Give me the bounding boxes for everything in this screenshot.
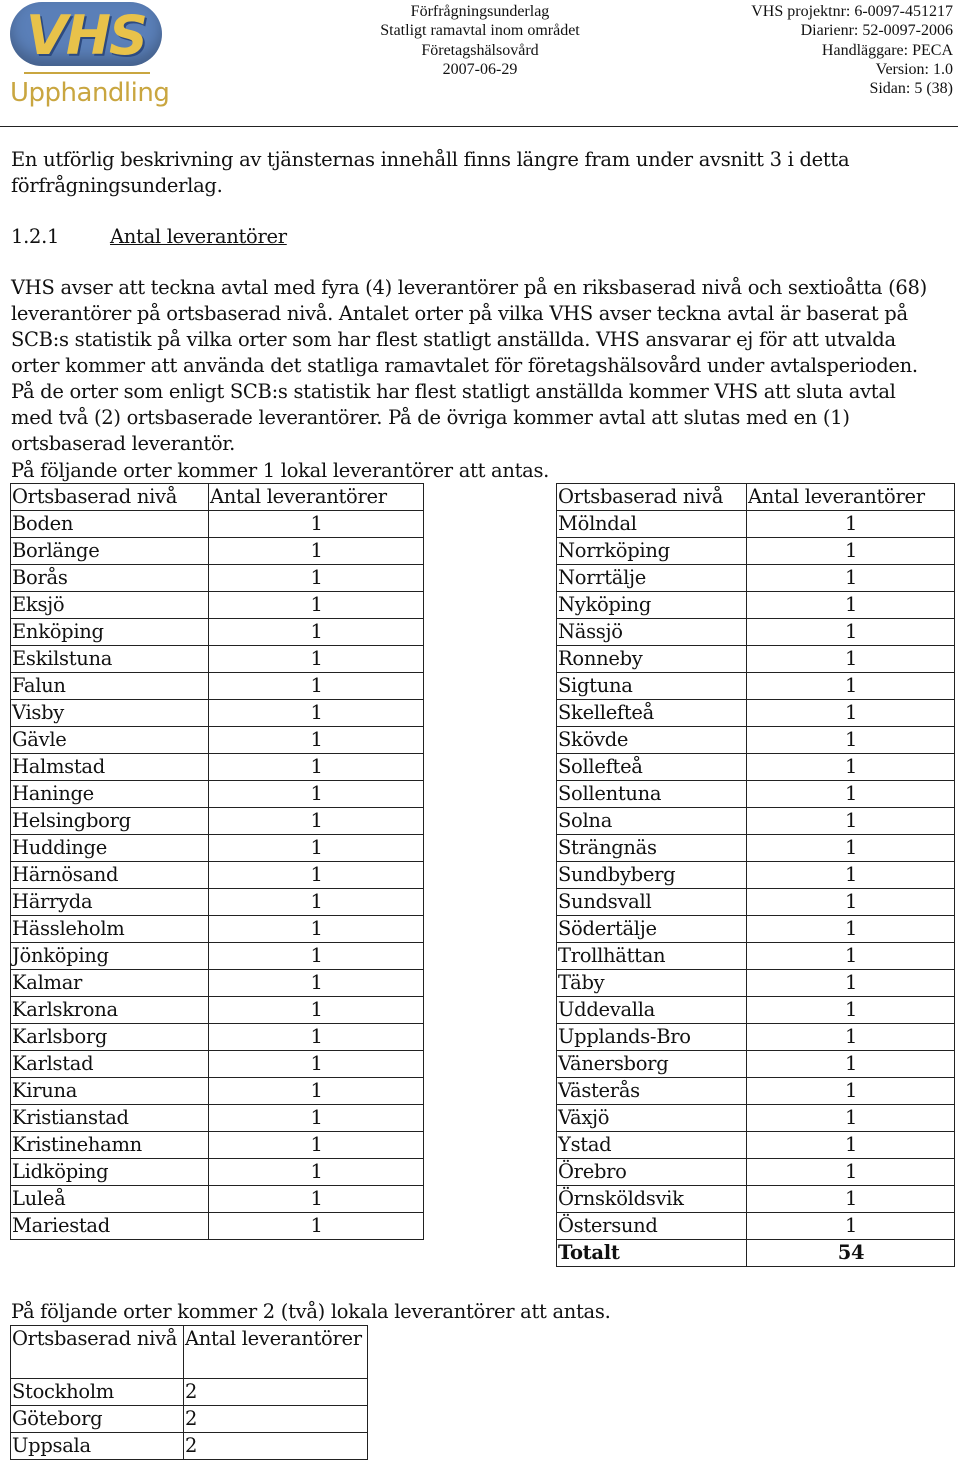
section-heading — [11, 224, 941, 250]
single-supplier-table-left — [10, 483, 424, 1240]
supplier-count-cell: 1 — [747, 808, 955, 835]
logo-subtitle: Upphandling — [10, 78, 170, 108]
supplier-count-cell: 1 — [209, 1159, 424, 1186]
table-caption-single: På följande orter kommer 1 lokal leverantörer att antas. — [11, 459, 550, 482]
supplier-count-cell: 1 — [747, 1186, 955, 1213]
logo-divider — [24, 72, 150, 74]
table-row — [557, 646, 955, 673]
table-header-row — [557, 484, 955, 511]
header-version: Version: 1.0 — [875, 60, 953, 78]
location-cell: Sundbyberg — [557, 862, 747, 889]
location-cell: Sollefteå — [557, 754, 747, 781]
total-label: Totalt — [557, 1240, 747, 1267]
supplier-count-cell: 1 — [209, 1078, 424, 1105]
location-cell: Stockholm — [11, 1379, 184, 1406]
header-divider — [0, 126, 958, 127]
table-row — [557, 700, 955, 727]
supplier-count-cell: 1 — [747, 673, 955, 700]
supplier-count-cell: 1 — [747, 619, 955, 646]
supplier-count-cell: 2 — [184, 1379, 368, 1406]
header-diary-number: Diarienr: 52-0097-2006 — [800, 22, 953, 40]
supplier-count-cell: 1 — [209, 619, 424, 646]
location-cell: Lidköping — [11, 1159, 209, 1186]
location-cell: Upplands-Bro — [557, 1024, 747, 1051]
location-cell: Jönköping — [11, 943, 209, 970]
intro-text-before: En utförlig beskrivning av tjänsternas innehåll finns längre fram under — [11, 148, 699, 171]
page-header — [0, 0, 960, 128]
supplier-count-cell: 1 — [209, 1213, 424, 1240]
section-number: 1.2.1 — [11, 225, 60, 248]
location-cell: Karlsborg — [11, 1024, 209, 1051]
supplier-count-cell: 1 — [747, 1051, 955, 1078]
table-header-row — [11, 1326, 368, 1379]
table-row — [11, 1186, 424, 1213]
location-cell: Skövde — [557, 727, 747, 754]
table-row — [11, 511, 424, 538]
location-cell: Nässjö — [557, 619, 747, 646]
table-row — [11, 1105, 424, 1132]
header-doc-type: Förfrågningsunderlag — [410, 3, 550, 20]
location-cell: Norrköping — [557, 538, 747, 565]
table-row — [11, 727, 424, 754]
table-row — [11, 943, 424, 970]
supplier-count-cell: 1 — [747, 511, 955, 538]
location-cell: Norrtälje — [557, 565, 747, 592]
intro-text-after: i detta förfrågningsunderlag. — [11, 148, 850, 197]
supplier-count-cell: 1 — [747, 916, 955, 943]
table-row — [557, 1213, 955, 1240]
location-cell: Härryda — [11, 889, 209, 916]
location-cell: Uppsala — [11, 1433, 184, 1460]
table-row — [557, 808, 955, 835]
total-row — [557, 1240, 955, 1267]
location-cell: Kiruna — [11, 1078, 209, 1105]
location-cell: Örnsköldsvik — [557, 1186, 747, 1213]
location-cell: Vänersborg — [557, 1051, 747, 1078]
location-cell: Hässleholm — [11, 916, 209, 943]
location-cell: Strängnäs — [557, 835, 747, 862]
column-header-location: Ortsbaserad nivå — [11, 484, 209, 511]
location-cell: Ystad — [557, 1132, 747, 1159]
header-doc-area: Företagshälsovård — [421, 41, 539, 59]
supplier-count-cell: 1 — [747, 538, 955, 565]
table-row — [557, 1159, 955, 1186]
table-row — [557, 1132, 955, 1159]
table-row — [557, 592, 955, 619]
column-header-location: Ortsbaserad nivå — [11, 1326, 184, 1379]
section-title: Antal leverantörer — [110, 225, 287, 248]
table-row — [11, 1078, 424, 1105]
header-page-number: Sidan: 5 (38) — [869, 80, 953, 98]
table-row — [557, 781, 955, 808]
table-row — [11, 862, 424, 889]
double-supplier-table — [10, 1325, 368, 1460]
supplier-count-cell: 1 — [209, 1186, 424, 1213]
supplier-count-cell: 1 — [747, 970, 955, 997]
location-cell: Uddevalla — [557, 997, 747, 1024]
column-header-location: Ortsbaserad nivå — [557, 484, 747, 511]
header-handler: Handläggare: PECA — [821, 41, 953, 59]
supplier-count-cell: 1 — [747, 1159, 955, 1186]
location-cell: Ronneby — [557, 646, 747, 673]
supplier-count-cell: 1 — [209, 673, 424, 700]
table-row — [11, 997, 424, 1024]
supplier-count-cell: 1 — [209, 970, 424, 997]
supplier-count-cell: 1 — [209, 808, 424, 835]
table-row — [557, 619, 955, 646]
table-row — [11, 1433, 368, 1460]
table-row — [11, 808, 424, 835]
location-cell: Karlstad — [11, 1051, 209, 1078]
supplier-count-cell: 1 — [209, 646, 424, 673]
table-row — [557, 565, 955, 592]
location-cell: Mölndal — [557, 511, 747, 538]
supplier-count-cell: 1 — [209, 754, 424, 781]
supplier-count-cell: 1 — [209, 916, 424, 943]
table-row — [557, 835, 955, 862]
table-row — [11, 1159, 424, 1186]
header-project-info — [693, 2, 953, 98]
supplier-count-cell: 1 — [209, 835, 424, 862]
supplier-count-cell: 2 — [184, 1433, 368, 1460]
supplier-count-cell: 1 — [209, 943, 424, 970]
location-cell: Sigtuna — [557, 673, 747, 700]
location-cell: Skellefteå — [557, 700, 747, 727]
table-caption-double: På följande orter kommer 2 (två) lokala leverantörer att antas. — [11, 1300, 611, 1323]
table-row — [557, 511, 955, 538]
table-row — [11, 754, 424, 781]
table-row — [557, 916, 955, 943]
table-row — [11, 916, 424, 943]
supplier-count-cell: 2 — [184, 1406, 368, 1433]
location-cell: Västerås — [557, 1078, 747, 1105]
location-cell: Helsingborg — [11, 808, 209, 835]
supplier-count-cell: 1 — [747, 781, 955, 808]
location-cell: Göteborg — [11, 1406, 184, 1433]
table-row — [11, 1406, 368, 1433]
location-cell: Kristianstad — [11, 1105, 209, 1132]
table-row — [557, 673, 955, 700]
logo-badge — [10, 2, 162, 66]
table-row — [557, 1051, 955, 1078]
supplier-count-cell: 1 — [747, 1213, 955, 1240]
table-row — [557, 727, 955, 754]
location-cell: Nyköping — [557, 592, 747, 619]
section-reference-link[interactable]: avsnitt 3 — [698, 148, 782, 171]
table-row — [557, 1105, 955, 1132]
column-header-count: Antal leverantörer — [184, 1326, 368, 1379]
table-row — [557, 943, 955, 970]
supplier-count-cell: 1 — [747, 835, 955, 862]
table-row — [11, 700, 424, 727]
header-project-number: VHS projektnr: 6-0097-451217 — [751, 3, 953, 20]
supplier-count-cell: 1 — [747, 646, 955, 673]
location-cell: Härnösand — [11, 862, 209, 889]
location-cell: Boden — [11, 511, 209, 538]
supplier-count-cell: 1 — [747, 754, 955, 781]
supplier-count-cell: 1 — [747, 727, 955, 754]
table-row — [11, 889, 424, 916]
location-cell: Eksjö — [11, 592, 209, 619]
location-cell: Täby — [557, 970, 747, 997]
table-row — [11, 970, 424, 997]
supplier-count-cell: 1 — [747, 1105, 955, 1132]
supplier-count-cell: 1 — [209, 997, 424, 1024]
supplier-count-cell: 1 — [209, 565, 424, 592]
location-cell: Enköping — [11, 619, 209, 646]
location-cell: Solna — [557, 808, 747, 835]
table-row — [11, 1051, 424, 1078]
table-row — [557, 889, 955, 916]
logo-text: VHS — [26, 4, 146, 67]
table-row — [11, 1132, 424, 1159]
table-row — [11, 538, 424, 565]
table-row — [11, 1213, 424, 1240]
vhs-logo — [10, 2, 170, 110]
supplier-count-cell: 1 — [209, 592, 424, 619]
table-row — [11, 1024, 424, 1051]
table-header-row — [11, 484, 424, 511]
table-row — [557, 997, 955, 1024]
location-cell: Visby — [11, 700, 209, 727]
supplier-count-cell: 1 — [209, 1105, 424, 1132]
header-document-info — [330, 2, 630, 79]
supplier-count-cell: 1 — [747, 943, 955, 970]
header-doc-date: 2007-06-29 — [442, 60, 518, 78]
supplier-count-cell: 1 — [209, 727, 424, 754]
supplier-count-cell: 1 — [209, 538, 424, 565]
location-cell: Sollentuna — [557, 781, 747, 808]
table-row — [11, 565, 424, 592]
supplier-count-cell: 1 — [747, 997, 955, 1024]
table-row — [11, 673, 424, 700]
single-supplier-table-right — [556, 483, 955, 1267]
location-cell: Örebro — [557, 1159, 747, 1186]
table-row — [11, 592, 424, 619]
location-cell: Haninge — [11, 781, 209, 808]
supplier-count-cell: 1 — [747, 1024, 955, 1051]
location-cell: Växjö — [557, 1105, 747, 1132]
location-cell: Gävle — [11, 727, 209, 754]
table-row — [557, 1078, 955, 1105]
location-cell: Luleå — [11, 1186, 209, 1213]
header-doc-title: Statligt ramavtal inom området — [380, 22, 580, 40]
location-cell: Karlskrona — [11, 997, 209, 1024]
location-cell: Borlänge — [11, 538, 209, 565]
supplier-count-cell: 1 — [209, 1024, 424, 1051]
body-paragraph: VHS avser att teckna avtal med fyra (4) leverantörer på en riksbaserad nivå och sextioåtta (68) leverantörer på ortsbaserad nivå. Antalet orter på vilka VHS avser teckna avtal är baserat på SCB:s statistik på vilka orter som har flest statligt anställda. VHS ansvarar ej för att utvalda orter kommer att använda det statliga ramavtalet för företagshälsovård under avtalsperioden. På de orter som enligt SCB:s statistik har flest statligt anställda kommer VHS att sluta avtal med två (2) ortsbaserade leverantörer. På de övriga kommer avtal att slutas med en (1) ortsbaserad leverantör. — [11, 276, 927, 455]
location-cell: Östersund — [557, 1213, 747, 1240]
location-cell: Falun — [11, 673, 209, 700]
table-row — [557, 754, 955, 781]
supplier-count-cell: 1 — [209, 862, 424, 889]
supplier-count-cell: 1 — [209, 511, 424, 538]
supplier-count-cell: 1 — [747, 862, 955, 889]
supplier-count-cell: 1 — [209, 889, 424, 916]
supplier-count-cell: 1 — [747, 565, 955, 592]
supplier-count-cell: 1 — [209, 700, 424, 727]
table-row — [557, 970, 955, 997]
supplier-count-cell: 1 — [209, 1051, 424, 1078]
column-header-count: Antal leverantörer — [747, 484, 955, 511]
table-row — [11, 619, 424, 646]
supplier-count-cell: 1 — [209, 781, 424, 808]
table-row — [557, 862, 955, 889]
location-cell: Mariestad — [11, 1213, 209, 1240]
location-cell: Trollhättan — [557, 943, 747, 970]
table-row — [11, 781, 424, 808]
location-cell: Sundsvall — [557, 889, 747, 916]
table-row — [557, 538, 955, 565]
location-cell: Huddinge — [11, 835, 209, 862]
total-value: 54 — [747, 1240, 955, 1267]
location-cell: Halmstad — [11, 754, 209, 781]
table-row — [11, 835, 424, 862]
supplier-count-cell: 1 — [747, 700, 955, 727]
supplier-count-cell: 1 — [209, 1132, 424, 1159]
location-cell: Eskilstuna — [11, 646, 209, 673]
intro-paragraph — [11, 147, 941, 199]
supplier-count-cell: 1 — [747, 1132, 955, 1159]
table-row — [11, 646, 424, 673]
location-cell: Kalmar — [11, 970, 209, 997]
column-header-count: Antal leverantörer — [209, 484, 424, 511]
supplier-count-cell: 1 — [747, 592, 955, 619]
supplier-count-cell: 1 — [747, 1078, 955, 1105]
table-row — [557, 1024, 955, 1051]
location-cell: Kristinehamn — [11, 1132, 209, 1159]
supplier-count-cell: 1 — [747, 889, 955, 916]
location-cell: Borås — [11, 565, 209, 592]
table-row — [11, 1379, 368, 1406]
location-cell: Södertälje — [557, 916, 747, 943]
table-row — [557, 1186, 955, 1213]
